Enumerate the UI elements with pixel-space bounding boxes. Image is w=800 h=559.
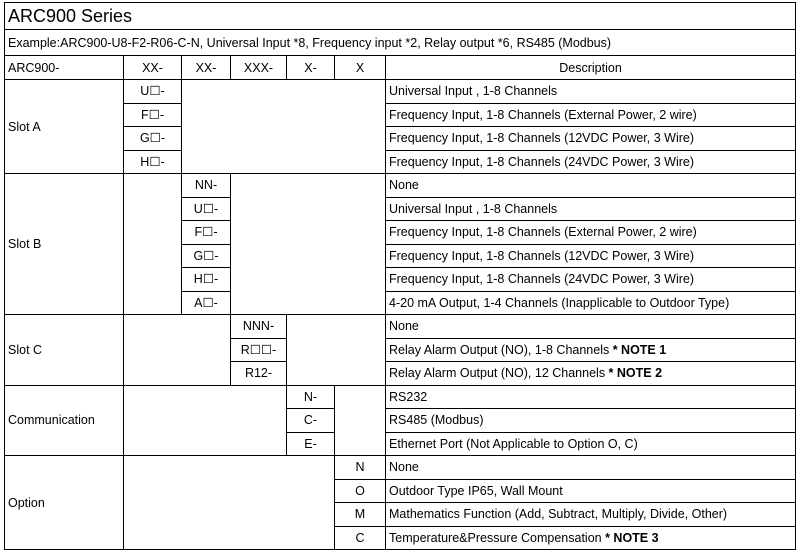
code-cell: G☐- bbox=[182, 244, 231, 268]
table-row bbox=[5, 103, 796, 127]
header-slot-c: XXX- bbox=[231, 56, 287, 80]
section-label-option: Option bbox=[5, 456, 124, 550]
description-text: Relay Alarm Output (NO), 1-8 Channels bbox=[389, 342, 613, 357]
description-cell: Ethernet Port (Not Applicable to Option O, C) bbox=[386, 432, 796, 456]
description-text: Relay Alarm Output (NO), 12 Channels bbox=[389, 366, 609, 381]
empty-cell bbox=[124, 174, 182, 315]
example-text: Example:ARC900-U8-F2-R06-C-N, Universal Input *8, Frequency input *2, Relay output *6, RS485 (Modbus) bbox=[5, 30, 796, 56]
table-title: ARC900 Series bbox=[5, 3, 796, 30]
table-row bbox=[5, 385, 796, 409]
description-cell bbox=[386, 362, 796, 386]
code-cell: C bbox=[335, 526, 386, 550]
title-row bbox=[5, 3, 796, 30]
empty-cell bbox=[335, 385, 386, 456]
code-cell: U☐- bbox=[124, 80, 182, 104]
description-cell: Mathematics Function (Add, Subtract, Multiply, Divide, Other) bbox=[386, 503, 796, 527]
empty-cell bbox=[124, 456, 335, 550]
ordering-code-table-frame bbox=[4, 2, 795, 550]
code-cell: R12- bbox=[231, 362, 287, 386]
description-cell: RS485 (Modbus) bbox=[386, 409, 796, 433]
description-cell: Outdoor Type IP65, Wall Mount bbox=[386, 479, 796, 503]
empty-cell bbox=[287, 315, 386, 386]
empty-cell bbox=[182, 80, 386, 174]
header-slot-a: XX- bbox=[124, 56, 182, 80]
empty-cell bbox=[124, 315, 231, 386]
table-row bbox=[5, 174, 796, 198]
example-row bbox=[5, 30, 796, 56]
code-cell: E- bbox=[287, 432, 335, 456]
description-cell: None bbox=[386, 456, 796, 480]
description-cell: 4-20 mA Output, 1-4 Channels (Inapplicable to Outdoor Type) bbox=[386, 291, 796, 315]
description-text: Temperature&Pressure Compensation bbox=[389, 530, 606, 545]
code-cell: U☐- bbox=[182, 197, 231, 221]
description-cell bbox=[386, 315, 796, 339]
section-label-slot-a: Slot A bbox=[5, 80, 124, 174]
table-row bbox=[5, 150, 796, 174]
description-cell: Frequency Input, 1-8 Channels (24VDC Power, 3 Wire) bbox=[386, 268, 796, 292]
note-label: * NOTE 2 bbox=[608, 366, 663, 381]
table-row bbox=[5, 127, 796, 151]
empty-cell bbox=[124, 385, 287, 456]
description-cell bbox=[386, 526, 796, 550]
description-cell: Frequency Input, 1-8 Channels (External Power, 2 wire) bbox=[386, 103, 796, 127]
description-cell: RS232 bbox=[386, 385, 796, 409]
empty-cell bbox=[231, 174, 386, 315]
table-row bbox=[5, 456, 796, 480]
code-cell: F☐- bbox=[124, 103, 182, 127]
code-cell: N- bbox=[287, 385, 335, 409]
section-label-communication: Communication bbox=[5, 385, 124, 456]
section-label-slot-b: Slot B bbox=[5, 174, 124, 315]
description-cell bbox=[386, 338, 796, 362]
code-cell: H☐- bbox=[124, 150, 182, 174]
section-label-slot-c: Slot C bbox=[5, 315, 124, 386]
header-slot-b: XX- bbox=[182, 56, 231, 80]
code-cell: F☐- bbox=[182, 221, 231, 245]
header-description: Description bbox=[386, 56, 796, 80]
note-label: * NOTE 1 bbox=[612, 342, 667, 357]
header-model: ARC900- bbox=[5, 56, 124, 80]
code-cell: R☐☐- bbox=[231, 338, 287, 362]
note-label: * NOTE 3 bbox=[605, 530, 659, 545]
table-row bbox=[5, 315, 796, 339]
description-cell: Frequency Input, 1-8 Channels (12VDC Power, 3 Wire) bbox=[386, 127, 796, 151]
code-cell: H☐- bbox=[182, 268, 231, 292]
ordering-code-table bbox=[4, 2, 796, 550]
header-option: X bbox=[335, 56, 386, 80]
code-cell: NN- bbox=[182, 174, 231, 198]
code-cell: N bbox=[335, 456, 386, 480]
description-cell: Universal Input , 1-8 Channels bbox=[386, 80, 796, 104]
header-communication: X- bbox=[287, 56, 335, 80]
description-cell: None bbox=[386, 174, 796, 198]
code-cell: O bbox=[335, 479, 386, 503]
description-cell: Universal Input , 1-8 Channels bbox=[386, 197, 796, 221]
code-cell: M bbox=[335, 503, 386, 527]
description-cell: Frequency Input, 1-8 Channels (24VDC Power, 3 Wire) bbox=[386, 150, 796, 174]
code-cell: NNN- bbox=[231, 315, 287, 339]
code-cell: A☐- bbox=[182, 291, 231, 315]
description-cell: Frequency Input, 1-8 Channels (12VDC Power, 3 Wire) bbox=[386, 244, 796, 268]
header-row bbox=[5, 56, 796, 80]
description-text: None bbox=[389, 319, 419, 334]
code-cell: G☐- bbox=[124, 127, 182, 151]
description-cell: Frequency Input, 1-8 Channels (External Power, 2 wire) bbox=[386, 221, 796, 245]
table-row bbox=[5, 80, 796, 104]
code-cell: C- bbox=[287, 409, 335, 433]
